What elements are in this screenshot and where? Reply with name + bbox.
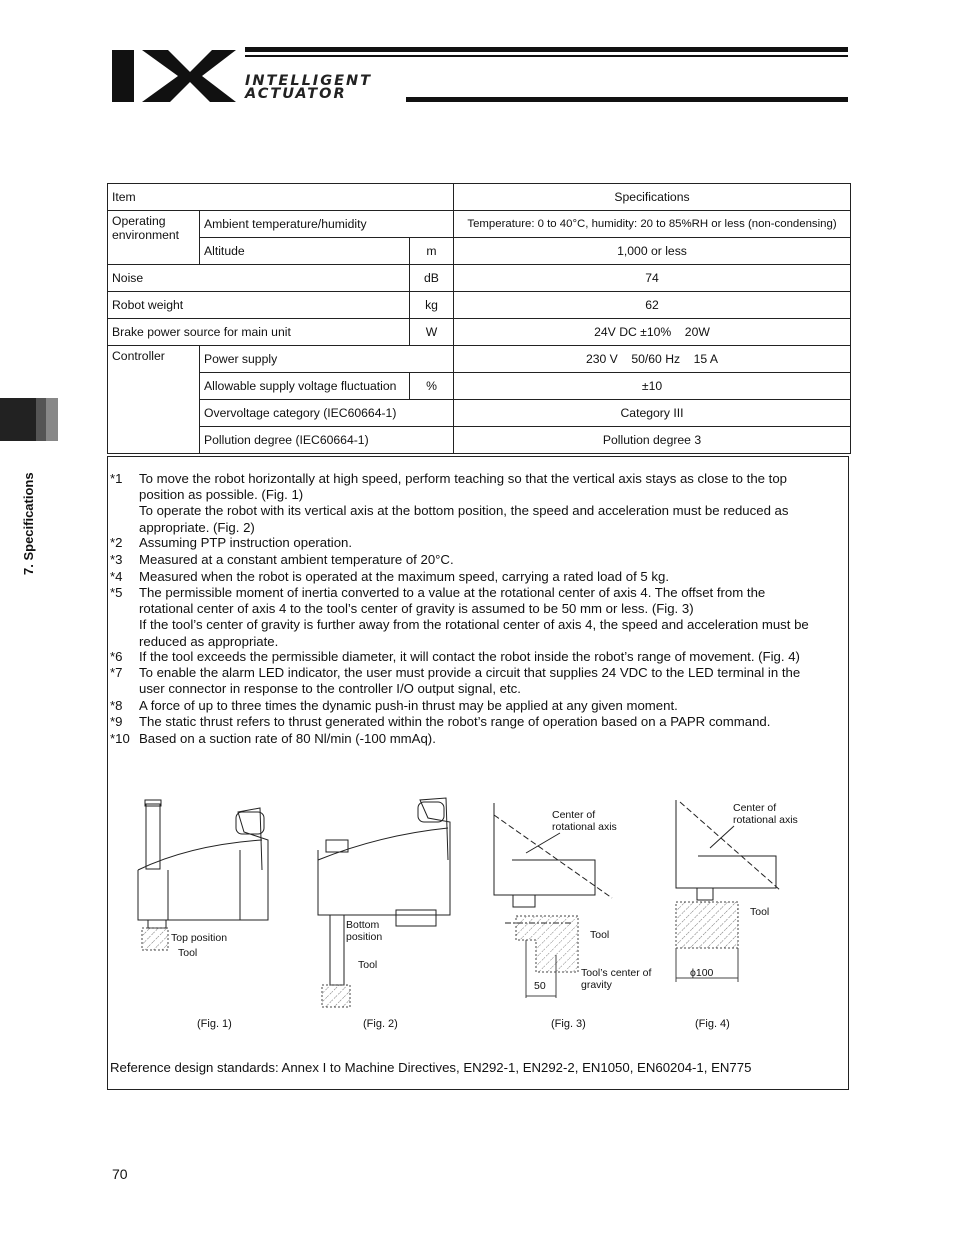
- note-num: *2: [110, 535, 123, 550]
- note-line: The permissible moment of inertia converted to a value at the rotational center of axis 4. The offset from the: [139, 585, 766, 600]
- cell-altitude-label: Altitude: [200, 238, 410, 265]
- fig4-caption: (Fig. 4): [695, 1018, 730, 1030]
- fig3-label-tool: Tool: [590, 929, 610, 941]
- table-row: [108, 319, 851, 346]
- cell-brake-unit: W: [410, 319, 454, 346]
- note-line: If the tool’s center of gravity is further away from the rotational center of axis 4, the speed and acceleration must be: [139, 617, 809, 633]
- table-row: [108, 346, 851, 373]
- note-line: A force of up to three times the dynamic push-in thrust may be applied at any given moment.: [139, 698, 678, 713]
- fig2-bottom-line2: position: [346, 931, 383, 943]
- fig1-caption: (Fig. 1): [197, 1018, 232, 1030]
- chapter-tab: [0, 398, 58, 441]
- cell-power-label: Power supply: [200, 346, 454, 373]
- cell-weight-value: 62: [454, 292, 851, 319]
- fig1-label-top-position: Top position: [171, 932, 228, 944]
- cell-brake-label: Brake power source for main unit: [108, 319, 410, 346]
- note-line: Based on a suction rate of 80 Nl/min (-100 mmAq).: [139, 731, 436, 746]
- header-rule-top-thin: [245, 55, 848, 57]
- fig3-center-line2: rotational axis: [552, 821, 617, 833]
- ix-logo: [112, 46, 242, 104]
- cell-fluct-value: ±10: [454, 373, 851, 400]
- note-line: To move the robot horizontally at high speed, perform teaching so that the vertical axis stays as close to the top: [139, 471, 788, 486]
- logo-line-intelligent: INTELLIGENT: [245, 73, 373, 89]
- fig2-label-bottom: [346, 919, 382, 943]
- fig4-label-center: [733, 802, 798, 826]
- cell-pollution-label: Pollution degree (IEC60664-1): [200, 427, 454, 454]
- note-num: *10: [110, 731, 130, 746]
- header-spec: Specifications: [454, 184, 851, 211]
- header-rule-bottom: [406, 97, 848, 102]
- header-rule-top: [245, 47, 848, 52]
- note-line: appropriate. (Fig. 2): [139, 519, 255, 535]
- note-line: The static thrust refers to thrust generated within the robot’s range of operation based on a PAPR command.: [139, 714, 771, 729]
- note-line: If the tool exceeds the permissible diameter, it will contact the robot inside the robot’s range of movement. (Fig. 4): [139, 649, 800, 664]
- group-controller: Controller: [108, 346, 200, 454]
- cell-overvolt-value: Category III: [454, 400, 851, 427]
- header-item: Item: [108, 184, 454, 211]
- fig3-center-line1: Center of: [552, 809, 596, 821]
- cell-altitude-unit: m: [410, 238, 454, 265]
- table-row: [108, 238, 851, 265]
- note-line: To operate the robot with its vertical axis at the bottom position, the speed and acceleration must be reduced as: [139, 503, 789, 519]
- group-operating-environment: Operating environment: [108, 211, 200, 265]
- fig4-center-line2: rotational axis: [733, 814, 798, 826]
- table-row: [108, 211, 851, 238]
- fig3-cog-line1: Tool’s center of: [581, 967, 652, 979]
- note-line: position as possible. (Fig. 1): [139, 487, 304, 503]
- fig4-dimension-label: ϕ100: [690, 967, 714, 979]
- logo-wordmark: [245, 75, 372, 101]
- table-row: [108, 292, 851, 319]
- cell-fluct-label: Allowable supply voltage fluctuation: [200, 373, 410, 400]
- fig1-label-tool: Tool: [178, 947, 198, 959]
- fig3-label-center: [552, 809, 617, 833]
- cell-noise-label: Noise: [108, 265, 410, 292]
- fig2-bottom-line1: Bottom: [346, 919, 380, 931]
- chapter-label: 7. Specifications: [21, 472, 36, 575]
- fig3-label-cog: [581, 967, 651, 991]
- table-row: [108, 184, 851, 211]
- note-line: reduced as appropriate.: [139, 633, 279, 649]
- spec-table: [107, 183, 851, 454]
- table-row: [108, 373, 851, 400]
- note-num: *7: [110, 665, 123, 680]
- fig2-label-tool: Tool: [358, 959, 378, 971]
- note-num: *3: [110, 552, 123, 567]
- fig3-dimension-label: 50: [534, 980, 546, 992]
- note-line: Measured when the robot is operated at the maximum speed, carrying a rated load of 5 kg.: [139, 569, 669, 584]
- note-num: *4: [110, 569, 123, 584]
- cell-noise-unit: dB: [410, 265, 454, 292]
- note-num: *9: [110, 714, 123, 729]
- cell-weight-label: Robot weight: [108, 292, 410, 319]
- cell-overvolt-label: Overvoltage category (IEC60664-1): [200, 400, 454, 427]
- fig3-cog-line2: gravity: [581, 979, 612, 991]
- cell-fluct-unit: %: [410, 373, 454, 400]
- note-num: *5: [110, 585, 123, 600]
- fig2-caption: (Fig. 2): [363, 1018, 398, 1030]
- note-line: user connector in response to the controller I/O output signal, etc.: [139, 681, 521, 697]
- note-num: *8: [110, 698, 123, 713]
- cell-altitude-value: 1,000 or less: [454, 238, 851, 265]
- note-line: Assuming PTP instruction operation.: [139, 535, 353, 550]
- cell-ambient-label: Ambient temperature/humidity: [200, 211, 454, 238]
- note-num: *1: [110, 471, 123, 486]
- fig4-center-line1: Center of: [733, 802, 777, 814]
- cell-brake-value: 24V DC ±10% 20W: [454, 319, 851, 346]
- cell-pollution-value: Pollution degree 3: [454, 427, 851, 454]
- page-number: 70: [112, 1166, 128, 1182]
- table-row: [108, 400, 851, 427]
- note-num: *6: [110, 649, 123, 664]
- logo-line-actuator: ACTUATOR: [245, 86, 347, 102]
- fig3-caption: (Fig. 3): [551, 1018, 586, 1030]
- note-line: To enable the alarm LED indicator, the user must provide a circuit that supplies 24 VDC to the LED terminal in the: [139, 665, 801, 680]
- note-line: Measured at a constant ambient temperature of 20°C.: [139, 552, 454, 567]
- cell-noise-value: 74: [454, 265, 851, 292]
- reference-standards: Reference design standards: Annex I to Machine Directives, EN292-1, EN292-2, EN1050, EN60204-1, EN775: [110, 1060, 752, 1075]
- cell-power-value: 230 V 50/60 Hz 15 A: [454, 346, 851, 373]
- table-row: [108, 427, 851, 454]
- note-line: rotational center of axis 4 to the tool’s center of gravity is assumed to be 50 mm or less. (Fig. 3): [139, 601, 694, 617]
- cell-ambient-value: Temperature: 0 to 40°C, humidity: 20 to 85%RH or less (non-condensing): [454, 211, 851, 238]
- table-row: [108, 265, 851, 292]
- cell-weight-unit: kg: [410, 292, 454, 319]
- fig4-label-tool: Tool: [750, 906, 770, 918]
